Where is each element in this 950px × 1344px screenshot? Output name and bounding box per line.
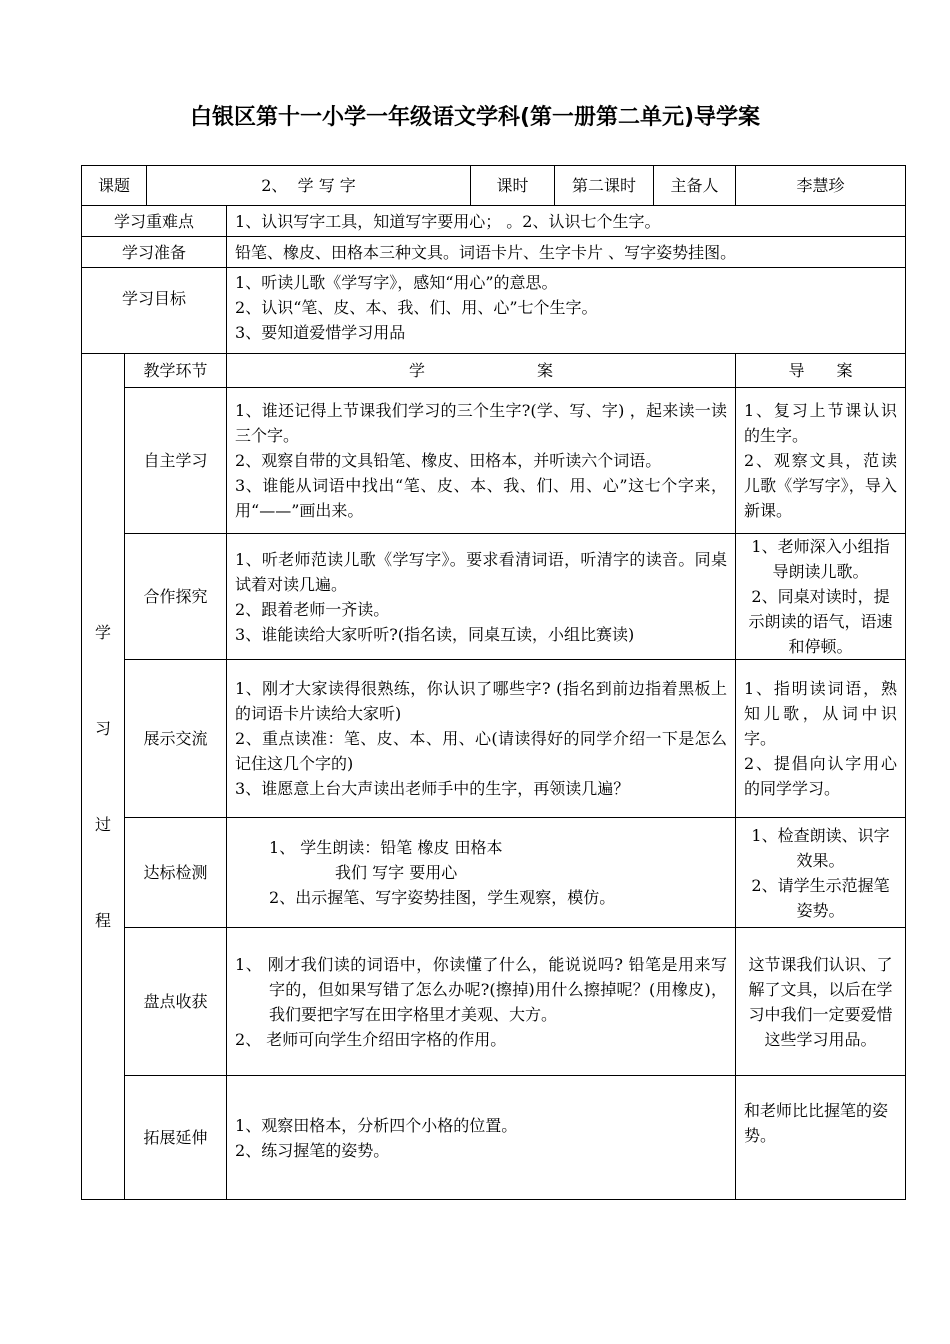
col-header-daoan: 导 案 bbox=[736, 354, 906, 388]
lesson-plan-table bbox=[81, 165, 906, 1200]
daoan-line: 1、检查朗读、识字效果。 bbox=[751, 825, 890, 870]
daoan-cell bbox=[736, 660, 906, 818]
zhunbei-row bbox=[82, 237, 906, 268]
mubiao-value bbox=[227, 268, 906, 354]
xuean-line: 2、练习握笔的姿势。 bbox=[235, 1140, 390, 1160]
mubiao-row bbox=[82, 268, 906, 354]
xuean-cell bbox=[227, 388, 736, 534]
xuean-cell bbox=[227, 1076, 736, 1200]
daoan-cell bbox=[736, 534, 906, 660]
header-row bbox=[82, 166, 906, 206]
zhubei-label: 主备人 bbox=[654, 166, 736, 206]
daoan-line: 2、请学生示范握笔姿势。 bbox=[751, 875, 890, 920]
side-char: 习 bbox=[94, 718, 111, 738]
xuean-line: 2、观察自带的文具铅笔、橡皮、田格本，并听读六个词语。 bbox=[235, 451, 662, 470]
xuean-line: 1、 刚才我们读的词语中，你读懂了什么，能说说吗? 铅笔是用来写字的，但如果写错了怎么办呢?(擦掉)用什么擦掉呢？(用橡皮)，我们要把字写在田字格里才美观、大方。 bbox=[235, 954, 728, 1024]
step-label: 展示交流 bbox=[125, 660, 227, 818]
col-header-step: 教学环节 bbox=[125, 354, 227, 388]
zhongnan-label: 学习重难点 bbox=[82, 206, 227, 237]
xuean-line: 3、谁愿意上台大声读出老师手中的生字，再领读几遍？ bbox=[235, 779, 630, 798]
daoan-line: 1、复习上节课认识的生字。 bbox=[744, 401, 898, 445]
mubiao-line: 2、认识“笔、皮、本、我、们、用、心”七个生字。 bbox=[235, 298, 598, 317]
daoan-cell bbox=[736, 928, 906, 1076]
xuean-line: 1、谁还记得上节课我们学习的三个生字?(学、写、字) ，起来读一读三个字。 bbox=[235, 401, 728, 445]
xuean-line: 2、 老师可向学生介绍田字格的作用。 bbox=[235, 1029, 507, 1049]
xuean-line: 1、听老师范读儿歌《学写字》。要求看清词语，听清字的读音。同桌试着对读几遍。 bbox=[235, 549, 728, 594]
daoan-line: 1、老师深入小组指导朗读儿歌。 bbox=[751, 537, 890, 581]
process-row bbox=[82, 928, 906, 1076]
process-side-label bbox=[82, 354, 125, 1200]
step-label: 盘点收获 bbox=[125, 928, 227, 1076]
process-row bbox=[82, 660, 906, 818]
daoan-cell bbox=[736, 818, 906, 928]
process-row bbox=[82, 388, 906, 534]
daoan-line: 和老师比比握笔的姿势。 bbox=[744, 1101, 889, 1145]
process-row bbox=[82, 1076, 906, 1200]
xuean-cell bbox=[227, 928, 736, 1076]
xuean-line: 2、出示握笔、写字姿势挂图，学生观察，模仿。 bbox=[269, 888, 616, 907]
xuean-line: 3、谁能读给大家听听?(指名读，同桌互读，小组比赛读) bbox=[235, 624, 635, 644]
zhongnan-value: 1、认识写字工具，知道写字要用心； 。2、认识七个生字。 bbox=[227, 206, 906, 237]
xuean-cell bbox=[227, 818, 736, 928]
zhunbei-label: 学习准备 bbox=[82, 237, 227, 268]
xuean-line: 1、 学生朗读：铅笔 橡皮 田格本 bbox=[269, 838, 503, 857]
xuean-cell bbox=[227, 534, 736, 660]
keshi-value: 第二课时 bbox=[555, 166, 654, 206]
step-label: 拓展延伸 bbox=[125, 1076, 227, 1200]
xuean-cell bbox=[227, 660, 736, 818]
process-row bbox=[82, 818, 906, 928]
step-label: 自主学习 bbox=[125, 388, 227, 534]
xuean-line: 1、观察田格本，分析四个小格的位置。 bbox=[235, 1115, 518, 1135]
process-header-row bbox=[82, 354, 906, 388]
zhunbei-value: 铅笔、橡皮、田格本三种文具。词语卡片、生字卡片 、写字姿势挂图。 bbox=[227, 237, 906, 268]
side-char: 程 bbox=[94, 910, 111, 930]
process-row bbox=[82, 534, 906, 660]
xuean-line: 2、跟着老师一齐读。 bbox=[235, 599, 390, 619]
step-label: 合作探究 bbox=[125, 534, 227, 660]
keti-value: 2、 学 写 字 bbox=[147, 166, 471, 206]
xuean-line: 2、重点读准：笔、皮、本、用、心(请读得好的同学介绍一下是怎么记住这几个字的) bbox=[235, 729, 728, 773]
mubiao-line: 3、要知道爱惜学习用品 bbox=[235, 323, 406, 342]
col-header-xuean: 学 案 bbox=[227, 354, 736, 388]
xuean-line: 1、刚才大家读得很熟练，你认识了哪些字? (指名到前边指着黑板上的词语卡片读给大家听) bbox=[235, 679, 728, 723]
zhongnan-row bbox=[82, 206, 906, 237]
daoan-cell bbox=[736, 388, 906, 534]
daoan-line: 2、观察文具，范读儿歌《学写字》，导入新课。 bbox=[744, 451, 898, 520]
daoan-line: 2、同桌对读时，提示朗读的语气，语速和停顿。 bbox=[748, 587, 893, 656]
xuean-line: 3、谁能从词语中找出“笔、皮、本、我、们、用、心”这七个字来，用“——”画出来。 bbox=[235, 476, 728, 520]
mubiao-line: 1、听读儿歌《学写字》，感知“用心”的意思。 bbox=[235, 273, 558, 292]
keti-label: 课题 bbox=[82, 166, 147, 206]
step-label: 达标检测 bbox=[125, 818, 227, 928]
xuean-line: 我们 写字 要用心 bbox=[335, 863, 458, 882]
mubiao-label: 学习目标 bbox=[82, 268, 227, 354]
daoan-line: 1、指明读词语，熟知儿歌，从词中识字。 bbox=[744, 679, 898, 748]
keshi-label: 课时 bbox=[471, 166, 555, 206]
daoan-line: 这节课我们认识、了解了文具，以后在学习中我们一定要爱惜这些学习用品。 bbox=[748, 954, 893, 1049]
page-title: 白银区第十一小学一年级语文学科(第一册第二单元)导学案 bbox=[189, 105, 761, 130]
zhubei-value: 李慧珍 bbox=[736, 166, 906, 206]
side-char: 学 bbox=[94, 622, 111, 642]
side-char: 过 bbox=[94, 814, 111, 834]
daoan-line: 2、提倡向认字用心的同学学习。 bbox=[744, 754, 898, 798]
daoan-cell bbox=[736, 1076, 906, 1200]
